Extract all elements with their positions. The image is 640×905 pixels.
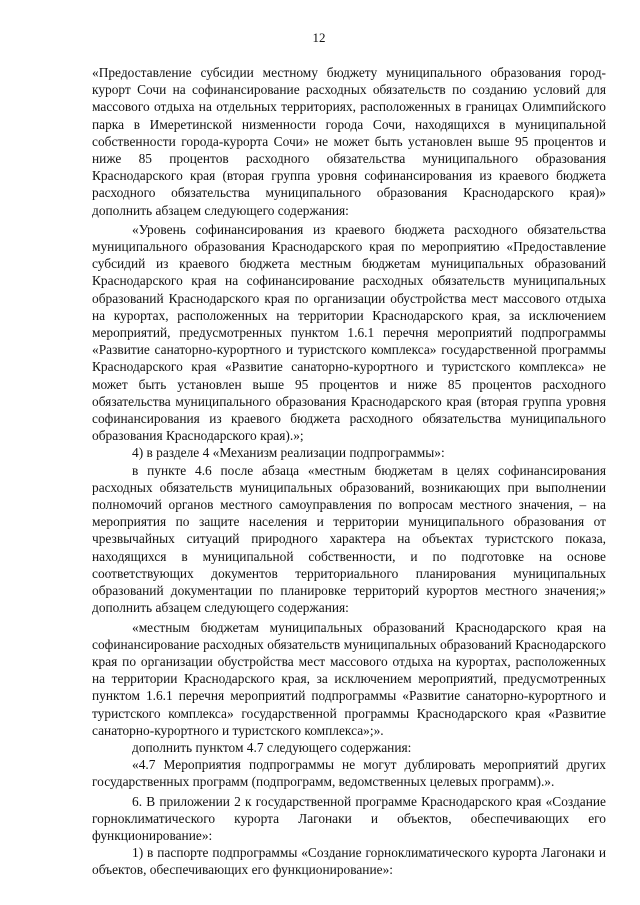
paragraph-passport: 1) в паспорте подпрограммы «Создание горноклиматического курорта Лагонаки и объектов, обеспечивающих его функционирование»:: [92, 845, 606, 878]
paragraph-appendix-2: 6. В приложении 2 к государственной программе Краснодарского края «Создание горноклиматического курорта Лагонаки и объектов, обеспечивающих его функционирование»:: [92, 793, 606, 843]
paragraph-section-4: 4) в разделе 4 «Механизм реализации подпрограммы»:: [132, 445, 445, 461]
paragraph-add-point-4-7: дополнить пунктом 4.7 следующего содержания:: [132, 739, 412, 755]
paragraph-point-4-6: в пункте 4.6 после абзаца «местным бюджетам в целях софинансирования расходных обязательств муниципальных образований, возникающих при выполнении полномочий органов местного самоуправления по вопросам местного значения, – на мероприятия по защите населения и территории муниципального образования от чрезвычайных ситуаций природного характера на объектах туристского показа, находящихся в муниципальной собственности, и по подготовке на основе соответствующих документов территориального планирования муниципальных образований документации по планировке территорий курортов местного значения;» дополнить абзацем следующего содержания:: [92, 462, 606, 616]
paragraph-local-budgets: «местным бюджетам муниципальных образований Краснодарского края на софинансирование расходных обязательств муниципальных образований Краснодарского края по организации обустройства мест массового отдыха на курортах, расположенных на территории Краснодарского края, за исключением мероприятий, предусмотренных пунктом 1.6.1 перечня мероприятий подпрограммы «Развитие санаторно-курортного и туристского комплекса» государственной программы Краснодарского края «Развитие санаторно-курортного и туристского комплекса»;».: [92, 619, 606, 738]
paragraph-point-4-7: «4.7 Мероприятия подпрограммы не могут дублировать мероприятий других государственных программ (подпрограмм, ведомственных целевых программ).».: [92, 757, 606, 790]
paragraph-cofinancing-level: «Уровень софинансирования из краевого бюджета расходного обязательства муниципального образования Краснодарского края по мероприятию «Предоставление субсидий из краевого бюджета местным бюджетам муниципальных образований Краснодарского края на софинансирование расходных обязательств муниципальных образований Краснодарского края по организации обустройства мест массового отдыха на курортах, расположенных на территории Краснодарского края, за исключением мероприятий, предусмотренных пунктом 1.6.1 перечня мероприятий подпрограммы «Развитие санаторно-курортного и туристского комплекса» государственной программы Краснодарского края «Развитие санаторно-курортного и туристского комплекса» не может быть установлен выше 95 процентов и ниже 85 процентов расходного обязательства муниципального образования Краснодарского края (вторая группа уровня софинансирования из краевого бюджета расходного обязательства муниципального образования Краснодарского края).»;: [92, 221, 606, 444]
paragraph-subsidy-sochi: «Предоставление субсидии местному бюджету муниципального образования город-курорт Сочи на софинансирование расходных обязательств по созданию условий для массового отдыха на отдельных территориях, расположенных в границах Олимпийского парка в Имеретинской низменности города Сочи, находящихся в муниципальной собственности города-курорта Сочи» не может быть установлен выше 95 процентов и ниже 85 процентов расходного обязательства муниципального образования Краснодарского края (вторая группа уровня софинансирования из краевого бюджета расходного обязательства муниципального образования Краснодарского края)» дополнить абзацем следующего содержания:: [92, 65, 606, 218]
page-number: 12: [312, 30, 326, 45]
